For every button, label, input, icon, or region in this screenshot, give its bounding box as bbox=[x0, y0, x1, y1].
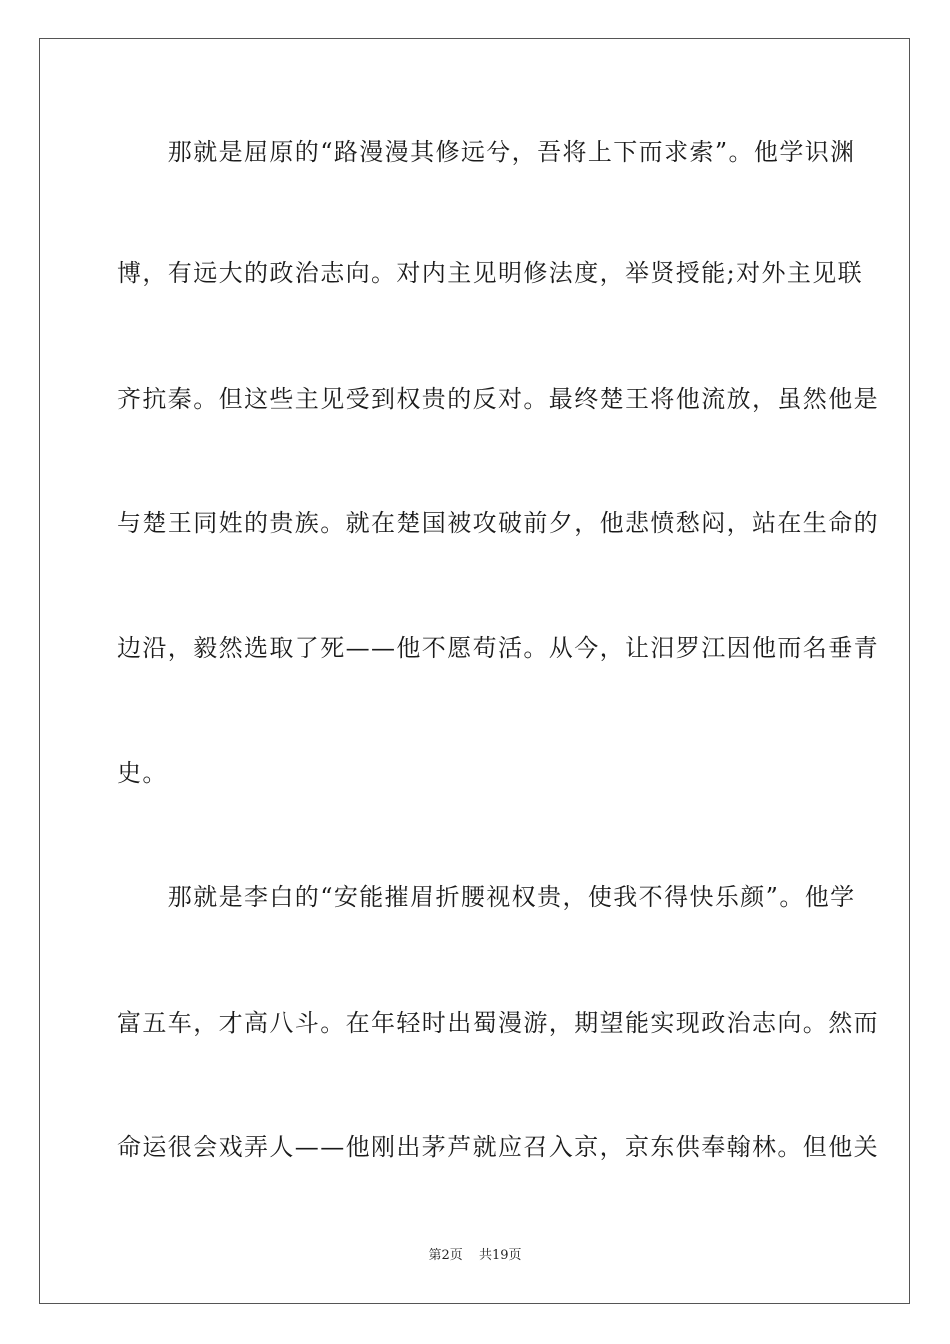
text-line: 命运很会戏弄人——他刚出茅芦就应召入京，京东供奉翰林。但他关 bbox=[117, 1133, 879, 1161]
text-line: 史。 bbox=[117, 759, 168, 787]
text-line: 齐抗秦。但这些主见受到权贵的反对。最终楚王将他流放，虽然他是 bbox=[117, 385, 879, 413]
text-line: 博，有远大的政治志向。对内主见明修法度，举贤授能;对外主见联 bbox=[117, 259, 864, 287]
page-border bbox=[39, 38, 910, 1304]
text-line: 富五车，才高八斗。在年轻时出蜀漫游，期望能实现政治志向。然而 bbox=[117, 1009, 879, 1037]
page-number: 第2页 bbox=[428, 1248, 463, 1263]
text-line: 与楚王同姓的贵族。就在楚国被攻破前夕，他悲愤愁闷，站在生命的 bbox=[117, 509, 879, 537]
page-footer bbox=[0, 1247, 950, 1265]
page-total: 共19页 bbox=[478, 1248, 522, 1263]
text-line: 那就是李白的“安能摧眉折腰视权贵，使我不得快乐颜”。他学 bbox=[117, 883, 856, 911]
text-line: 边沿，毅然选取了死——他不愿苟活。从今，让汨罗江因他而名垂青 bbox=[117, 634, 879, 662]
text-line: 那就是屈原的“路漫漫其修远兮，吾将上下而求索”。他学识渊 bbox=[117, 138, 856, 166]
